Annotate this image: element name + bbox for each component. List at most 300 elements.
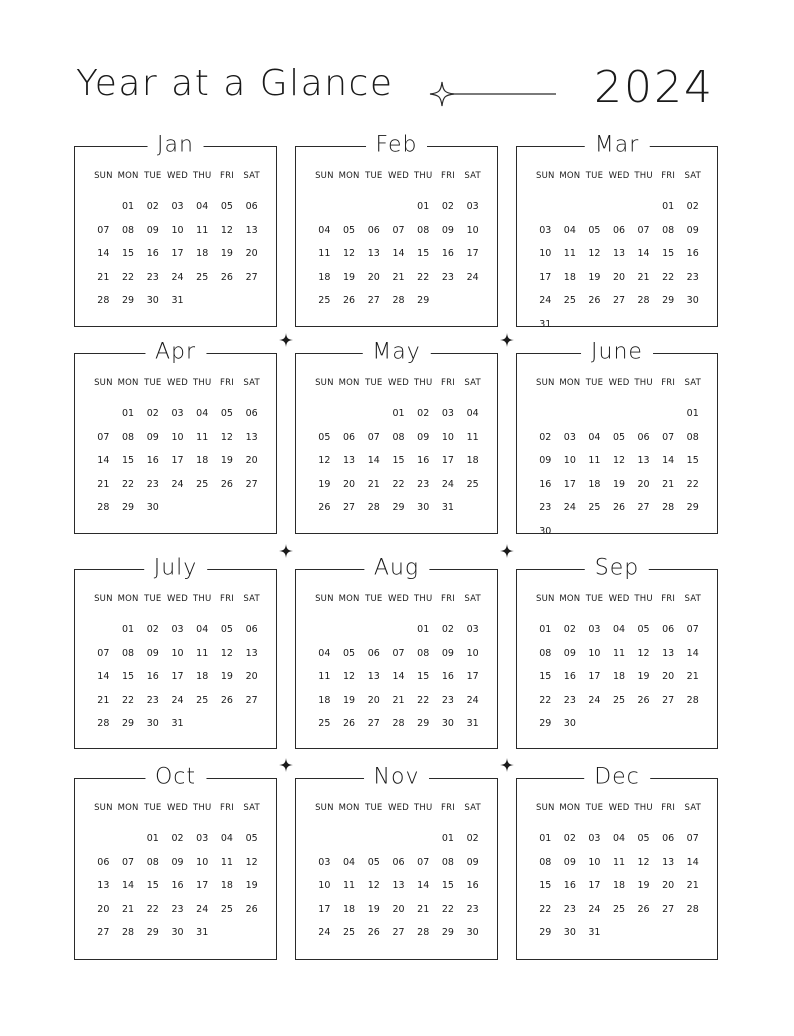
day-number: 10 — [441, 431, 454, 443]
day-number: 06 — [343, 431, 356, 443]
weekday-label: SAT — [243, 171, 260, 181]
weekday-label: SAT — [464, 803, 481, 813]
day-number: 22 — [686, 478, 699, 490]
day-number: 13 — [367, 671, 380, 682]
day-number: 06 — [97, 856, 110, 868]
weekday-label: WED — [167, 378, 188, 388]
weekday-header — [312, 594, 485, 608]
day-number: 15 — [441, 880, 454, 891]
day-number: 20 — [245, 248, 258, 259]
day-grid — [312, 618, 485, 736]
weekday-label: SAT — [243, 378, 260, 388]
day-number: 17 — [318, 903, 331, 915]
weekday-header — [312, 803, 485, 817]
weekday-header — [312, 171, 485, 185]
day-number: 24 — [171, 271, 184, 283]
empty-day-cell — [312, 402, 337, 426]
day-number: 28 — [97, 295, 110, 306]
day-number: 26 — [637, 903, 650, 915]
day-number: 11 — [612, 856, 626, 868]
day-number: 10 — [171, 647, 184, 659]
day-number: 25 — [196, 271, 209, 283]
weekday-label: FRI — [661, 594, 676, 604]
day-number: 23 — [466, 903, 479, 915]
day-number: 29 — [539, 718, 552, 729]
day-number: 23 — [441, 694, 454, 706]
day-number: 15 — [417, 248, 430, 259]
day-number: 21 — [97, 271, 110, 283]
month-dec — [516, 764, 718, 960]
day-number: 05 — [343, 647, 356, 659]
weekday-label: FRI — [220, 803, 234, 813]
day-number: 25 — [220, 903, 233, 915]
weekday-label: WED — [608, 803, 630, 813]
day-number: 07 — [392, 647, 405, 659]
day-number: 25 — [318, 295, 331, 306]
day-number: 01 — [417, 624, 430, 635]
weekday-label: SUN — [94, 594, 113, 604]
day-number: 19 — [367, 903, 380, 915]
day-number: 03 — [466, 201, 479, 212]
month-name: June — [581, 342, 653, 364]
day-number: 03 — [539, 224, 552, 236]
day-number: 06 — [392, 856, 405, 868]
weekday-label: THU — [634, 594, 653, 604]
day-number: 10 — [318, 880, 331, 891]
day-number: 11 — [196, 224, 209, 236]
day-number: 19 — [343, 271, 356, 283]
day-number: 14 — [686, 856, 699, 868]
weekday-label: SAT — [464, 594, 481, 604]
day-grid — [312, 827, 485, 945]
day-number: 15 — [417, 671, 430, 682]
weekday-label: FRI — [441, 803, 455, 813]
day-number: 15 — [146, 880, 159, 891]
day-number: 08 — [392, 431, 405, 443]
day-number: 16 — [686, 248, 699, 259]
day-number: 28 — [637, 295, 650, 306]
day-number: 02 — [539, 431, 552, 443]
day-number: 21 — [97, 694, 110, 706]
weekday-label: WED — [167, 803, 188, 813]
day-number: 04 — [343, 856, 356, 868]
day-number: 22 — [392, 478, 405, 490]
day-number: 24 — [196, 903, 209, 915]
day-number: 28 — [392, 718, 405, 729]
day-number: 01 — [539, 833, 552, 844]
weekday-label: FRI — [220, 594, 234, 604]
day-number: 16 — [171, 880, 184, 891]
month-name: July — [144, 558, 208, 580]
day-number: 26 — [245, 903, 258, 915]
empty-day-cell — [337, 195, 362, 219]
weekday-label: MON — [559, 171, 581, 181]
day-number: 19 — [637, 671, 650, 682]
day-number: 29 — [686, 502, 699, 513]
day-number: 25 — [588, 502, 601, 513]
weekday-label: SUN — [536, 594, 555, 604]
day-number: 29 — [417, 718, 430, 729]
day-number: 13 — [392, 880, 405, 891]
day-number: 28 — [662, 502, 675, 513]
day-number: 28 — [686, 903, 699, 915]
weekday-label: THU — [634, 378, 653, 388]
day-number: 15 — [122, 248, 135, 259]
day-number: 29 — [122, 295, 135, 306]
weekday-label: WED — [608, 171, 630, 181]
day-number: 25 — [612, 694, 626, 706]
day-number: 04 — [563, 224, 576, 236]
day-number: 05 — [588, 224, 601, 236]
day-number: 15 — [122, 671, 135, 682]
empty-day-cell — [386, 618, 411, 642]
day-number: 12 — [343, 248, 356, 259]
empty-day-cell — [558, 195, 583, 219]
day-number: 14 — [122, 880, 135, 891]
month-nov — [295, 764, 498, 960]
day-number: 18 — [196, 671, 209, 682]
weekday-label: TUE — [585, 171, 604, 181]
weekday-label: TUE — [144, 378, 162, 388]
day-number: 01 — [417, 201, 430, 212]
empty-day-cell — [361, 618, 386, 642]
day-number: 31 — [196, 927, 209, 938]
day-number: 19 — [220, 248, 233, 259]
day-number: 03 — [171, 624, 184, 635]
day-number: 10 — [588, 856, 601, 868]
empty-day-cell — [656, 402, 681, 426]
day-number: 14 — [392, 671, 405, 682]
day-number: 08 — [686, 431, 699, 443]
day-number: 06 — [662, 624, 675, 635]
day-number: 09 — [539, 455, 552, 466]
day-number: 08 — [122, 647, 135, 659]
day-number: 08 — [417, 224, 430, 236]
day-number: 22 — [146, 903, 159, 915]
empty-day-cell — [533, 402, 558, 426]
day-number: 24 — [466, 271, 479, 283]
day-grid — [533, 402, 705, 543]
four-point-star-icon — [279, 758, 293, 772]
day-number: 17 — [171, 455, 184, 466]
day-number: 25 — [466, 478, 479, 490]
weekday-label: MON — [559, 594, 581, 604]
empty-day-cell — [312, 195, 337, 219]
weekday-label: TUE — [585, 803, 604, 813]
day-number: 24 — [171, 694, 184, 706]
day-number: 12 — [220, 431, 233, 443]
month-aug — [295, 555, 498, 749]
day-number: 20 — [367, 271, 380, 283]
day-number: 14 — [637, 248, 650, 259]
empty-day-cell — [607, 402, 632, 426]
day-number: 31 — [171, 718, 184, 729]
day-number: 06 — [245, 624, 258, 635]
day-number: 26 — [220, 478, 233, 490]
day-number: 09 — [686, 224, 699, 236]
day-number: 09 — [146, 431, 159, 443]
day-number: 30 — [563, 718, 576, 729]
day-number: 22 — [122, 271, 135, 283]
day-number: 20 — [367, 694, 380, 706]
weekday-header — [533, 594, 705, 608]
day-number: 24 — [563, 502, 576, 513]
day-number: 29 — [441, 927, 454, 938]
weekday-label: MON — [117, 171, 139, 181]
day-number: 24 — [318, 927, 331, 938]
day-number: 16 — [417, 455, 430, 466]
day-number: 07 — [417, 856, 430, 868]
day-number: 27 — [245, 694, 258, 706]
day-number: 18 — [196, 248, 209, 259]
day-number: 27 — [662, 694, 675, 706]
month-mar — [516, 132, 718, 330]
day-number: 12 — [343, 671, 356, 682]
day-number: 21 — [392, 271, 405, 283]
day-number: 21 — [392, 694, 405, 706]
weekday-label: WED — [388, 378, 409, 388]
day-number: 26 — [220, 694, 233, 706]
empty-day-cell — [116, 827, 141, 851]
empty-day-cell — [312, 827, 337, 851]
weekday-label: SAT — [464, 378, 481, 388]
day-number: 24 — [588, 694, 601, 706]
day-number: 09 — [466, 856, 479, 868]
day-number: 14 — [97, 671, 110, 682]
empty-day-cell — [386, 827, 411, 851]
day-number: 02 — [563, 833, 576, 844]
day-number: 17 — [588, 880, 601, 891]
empty-day-cell — [91, 618, 116, 642]
day-grid — [312, 195, 485, 313]
day-number: 18 — [563, 271, 576, 283]
day-number: 22 — [417, 694, 430, 706]
day-number: 15 — [686, 455, 699, 466]
weekday-label: MON — [338, 171, 360, 181]
month-name: Feb — [366, 135, 428, 157]
day-number: 08 — [441, 856, 454, 868]
day-number: 22 — [122, 694, 135, 706]
day-number: 19 — [612, 478, 626, 490]
day-number: 14 — [417, 880, 430, 891]
day-number: 23 — [563, 903, 576, 915]
day-number: 27 — [662, 903, 675, 915]
day-number: 29 — [122, 502, 135, 513]
weekday-label: SAT — [684, 803, 702, 813]
day-number: 15 — [122, 455, 135, 466]
weekday-label: FRI — [441, 378, 455, 388]
day-number: 13 — [662, 647, 675, 659]
weekday-label: TUE — [144, 171, 162, 181]
day-number: 22 — [539, 903, 552, 915]
day-number: 21 — [662, 478, 675, 490]
day-number: 04 — [612, 624, 626, 635]
day-number: 01 — [662, 201, 675, 212]
day-number: 12 — [637, 856, 650, 868]
day-number: 12 — [245, 856, 258, 868]
day-number: 12 — [220, 647, 233, 659]
day-number: 11 — [196, 431, 209, 443]
day-number: 05 — [220, 624, 233, 635]
month-apr — [74, 339, 277, 534]
empty-day-cell — [607, 195, 632, 219]
day-number: 07 — [97, 224, 110, 236]
empty-day-cell — [361, 827, 386, 851]
day-number: 10 — [171, 224, 184, 236]
day-number: 26 — [343, 295, 356, 306]
day-number: 17 — [171, 248, 184, 259]
day-number: 31 — [441, 502, 454, 513]
empty-day-cell — [631, 195, 656, 219]
weekday-label: FRI — [661, 378, 676, 388]
empty-day-cell — [361, 402, 386, 426]
month-name: Nov — [364, 767, 430, 789]
day-number: 16 — [539, 478, 552, 490]
day-number: 10 — [563, 455, 576, 466]
page-title: Year at a Glance — [76, 63, 394, 104]
day-number: 10 — [196, 856, 209, 868]
empty-day-cell — [631, 402, 656, 426]
day-number: 06 — [662, 833, 675, 844]
year-label: 2024 — [594, 62, 714, 113]
day-number: 29 — [122, 718, 135, 729]
weekday-label: SAT — [684, 171, 702, 181]
weekday-label: THU — [193, 378, 212, 388]
day-number: 22 — [122, 478, 135, 490]
day-number: 15 — [539, 880, 552, 891]
day-number: 05 — [612, 431, 626, 443]
weekday-label: SUN — [94, 803, 113, 813]
day-number: 08 — [417, 647, 430, 659]
day-number: 23 — [417, 478, 430, 490]
day-number: 13 — [245, 224, 258, 236]
weekday-label: MON — [338, 378, 360, 388]
day-number: 16 — [441, 671, 454, 682]
day-number: 27 — [367, 295, 380, 306]
day-number: 18 — [196, 455, 209, 466]
day-number: 22 — [441, 903, 454, 915]
weekday-label: SAT — [684, 594, 702, 604]
day-number: 26 — [612, 502, 626, 513]
day-number: 02 — [146, 201, 159, 212]
empty-day-cell — [337, 827, 362, 851]
month-july — [74, 555, 277, 749]
day-number: 28 — [417, 927, 430, 938]
day-number: 30 — [539, 525, 552, 537]
day-number: 14 — [662, 455, 675, 466]
day-number: 04 — [196, 624, 209, 635]
day-number: 28 — [686, 694, 699, 706]
day-number: 03 — [171, 408, 184, 419]
day-number: 18 — [612, 671, 626, 682]
day-number: 02 — [441, 201, 454, 212]
day-number: 20 — [637, 478, 650, 490]
day-number: 12 — [318, 455, 331, 466]
weekday-label: MON — [117, 803, 139, 813]
day-number: 16 — [441, 248, 454, 259]
day-number: 19 — [637, 880, 650, 891]
day-number: 03 — [466, 624, 479, 635]
day-number: 06 — [367, 224, 380, 236]
day-number: 17 — [539, 271, 552, 283]
day-number: 01 — [122, 201, 135, 212]
day-number: 30 — [563, 927, 576, 938]
month-oct — [74, 764, 277, 960]
day-number: 20 — [392, 903, 405, 915]
day-number: 07 — [686, 624, 699, 635]
month-name: Jan — [147, 135, 204, 157]
day-number: 19 — [318, 478, 331, 490]
day-number: 30 — [146, 502, 159, 513]
weekday-label: SAT — [243, 803, 260, 813]
day-number: 12 — [612, 455, 626, 466]
day-number: 02 — [146, 408, 159, 419]
weekday-label: MON — [559, 378, 581, 388]
weekday-label: MON — [117, 594, 139, 604]
weekday-label: SUN — [94, 378, 113, 388]
day-number: 23 — [441, 271, 454, 283]
month-name: Dec — [584, 767, 650, 789]
day-number: 29 — [417, 295, 430, 306]
month-name: Apr — [145, 342, 206, 364]
day-number: 11 — [318, 248, 331, 259]
day-number: 01 — [539, 624, 552, 635]
day-number: 27 — [367, 718, 380, 729]
sparkle-line-icon — [428, 80, 558, 108]
day-number: 25 — [612, 903, 626, 915]
day-number: 05 — [220, 201, 233, 212]
day-number: 11 — [588, 455, 601, 466]
day-number: 30 — [146, 718, 159, 729]
day-number: 03 — [588, 833, 601, 844]
day-number: 23 — [171, 903, 184, 915]
empty-day-cell — [411, 827, 436, 851]
day-number: 01 — [122, 408, 135, 419]
weekday-label: TUE — [365, 803, 383, 813]
day-number: 08 — [539, 647, 552, 659]
weekday-label: MON — [338, 594, 360, 604]
day-number: 23 — [146, 694, 159, 706]
empty-day-cell — [91, 827, 116, 851]
day-number: 12 — [637, 647, 650, 659]
day-number: 15 — [539, 671, 552, 682]
day-number: 30 — [417, 502, 430, 513]
day-number: 09 — [441, 647, 454, 659]
day-number: 03 — [196, 833, 209, 844]
day-number: 07 — [662, 431, 675, 443]
weekday-label: SUN — [536, 803, 555, 813]
weekday-label: THU — [193, 594, 212, 604]
day-number: 19 — [245, 880, 258, 891]
day-number: 29 — [392, 502, 405, 513]
weekday-label: FRI — [220, 171, 234, 181]
day-number: 05 — [367, 856, 380, 868]
day-grid — [312, 402, 485, 520]
day-number: 20 — [343, 478, 356, 490]
empty-day-cell — [558, 402, 583, 426]
month-name: Oct — [145, 767, 206, 789]
day-number: 25 — [196, 694, 209, 706]
day-number: 12 — [367, 880, 380, 891]
day-number: 26 — [220, 271, 233, 283]
weekday-header — [533, 171, 705, 185]
day-number: 09 — [563, 856, 576, 868]
weekday-label: SUN — [315, 594, 334, 604]
day-grid — [533, 618, 705, 736]
day-number: 09 — [146, 224, 159, 236]
day-grid — [91, 195, 264, 313]
day-grid — [533, 827, 705, 945]
